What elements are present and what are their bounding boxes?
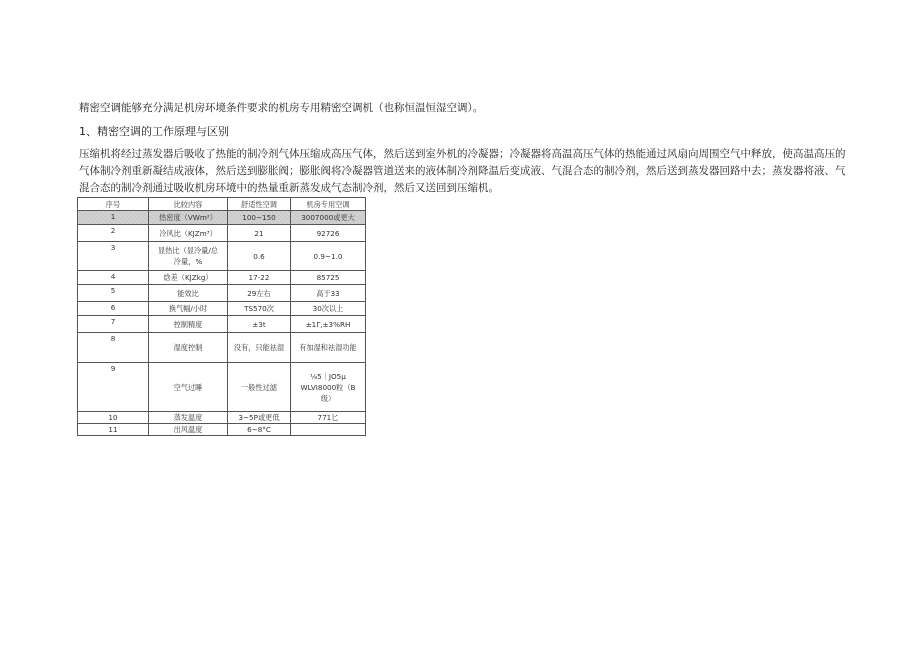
item-cell — [149, 412, 228, 424]
cell-text: 出风温度 — [173, 425, 203, 434]
comfort-ac-cell — [228, 412, 291, 424]
cell-text: 92726 — [316, 228, 340, 238]
row-number-cell: 4 — [78, 271, 149, 285]
comparison-table — [77, 197, 366, 436]
table-row — [78, 242, 366, 271]
cell-text: 17-22 — [248, 273, 270, 282]
cell-text: 空气过睡 — [173, 382, 203, 392]
cell-text: 高于33 — [316, 288, 340, 298]
row-number-cell: 8 — [78, 333, 149, 363]
precision-ac-cell — [291, 271, 366, 285]
item-cell — [149, 285, 228, 302]
header-cell: 比较内容 — [149, 198, 228, 211]
comfort-ac-cell — [228, 302, 291, 316]
precision-ac-cell — [291, 225, 366, 242]
row-number-cell: 1 — [78, 211, 149, 225]
table-row — [78, 424, 366, 436]
cell-text: 一般性过滤 — [241, 382, 277, 392]
cell-text: ±3t — [252, 319, 266, 329]
item-cell — [149, 363, 228, 412]
table-row — [78, 285, 366, 302]
row-number-cell: 2 — [78, 225, 149, 242]
cell-text: 控制精度 — [173, 319, 203, 329]
item-cell — [149, 225, 228, 242]
table-row — [78, 333, 366, 363]
cell-text: 6~8°C — [247, 425, 271, 434]
cell-text: 85725 — [316, 273, 340, 282]
cell-text: 771匕 — [317, 413, 339, 422]
row-number-cell: 7 — [78, 316, 149, 333]
intro-sentence: 精密空调能够充分满足机房环境条件要求的机房专用精密空调机（也称恒温恒湿空调）。 — [79, 102, 484, 114]
precision-ac-cell — [291, 363, 366, 412]
comfort-ac-cell — [228, 271, 291, 285]
precision-ac-cell — [291, 242, 366, 271]
item-cell — [149, 271, 228, 285]
comfort-ac-cell — [228, 225, 291, 242]
comfort-ac-cell — [228, 363, 291, 412]
row-number-cell: 10 — [78, 412, 149, 424]
item-cell — [149, 333, 228, 363]
cell-text: WLVI8000粒（B — [300, 382, 356, 392]
cell-text: 冷风比（KJZm³） — [159, 228, 217, 238]
item-cell — [149, 316, 228, 333]
cell-text: 21 — [254, 228, 264, 238]
precision-ac-cell — [291, 302, 366, 316]
table-header-row — [78, 198, 366, 211]
cell-text: 冷量，% — [173, 257, 203, 266]
table-row — [78, 412, 366, 424]
comfort-ac-cell — [228, 333, 291, 363]
row-number-cell: 5 — [78, 285, 149, 302]
cell-text: 级） — [320, 393, 336, 403]
cell-text: 没有，只能祛湿 — [233, 343, 285, 352]
cell-text: TS570次 — [244, 304, 274, 313]
cell-text: ±1Γ,±3%RH — [305, 319, 351, 329]
cell-text: 100~150 — [242, 213, 276, 222]
item-cell — [149, 424, 228, 436]
cell-text: 0.9~1.0 — [313, 251, 343, 261]
precision-ac-cell — [291, 424, 366, 436]
table-row — [78, 302, 366, 316]
section-heading: 1、精密空调的工作原理与区别 — [79, 125, 229, 138]
item-cell — [149, 302, 228, 316]
item-cell — [149, 242, 228, 271]
cell-text: 湿度控制 — [173, 343, 203, 352]
paragraph-line: 气体制冷剂重新凝结成液体，然后送到膨胀阀；膨胀阀将冷凝器管道送来的液体制冷剂降温后变成液、气混合态的制冷剂，然后送到蒸发器回路中去；蒸发器将液、气 — [79, 165, 846, 177]
paragraph-line: 压缩机将经过蒸发器后吸收了热能的制冷剂气体压缩成高压气体，然后送到室外机的冷凝器；冷凝器将高温高压气体的热能通过风扇向周围空气中释放，使高温高压的 — [79, 148, 846, 160]
precision-ac-cell — [291, 211, 366, 225]
table-row — [78, 211, 366, 225]
precision-ac-cell — [291, 285, 366, 302]
precision-ac-cell — [291, 316, 366, 333]
cell-text: 换气幅/小时 — [168, 304, 208, 313]
paragraph-line: 混合态的制冷剂通过吸收机房环境中的热量重新蒸发成气态制冷剂，然后又送回到压缩机。 — [79, 182, 499, 194]
cell-text: 蒸发温度 — [173, 413, 203, 422]
cell-text: 30次以上 — [312, 304, 344, 313]
row-number-cell: 3 — [78, 242, 149, 271]
header-cell: 机房专用空调 — [291, 198, 366, 211]
precision-ac-cell — [291, 412, 366, 424]
cell-text: 3007000或更大 — [301, 213, 355, 222]
comfort-ac-cell — [228, 316, 291, 333]
precision-ac-cell — [291, 333, 366, 363]
cell-text: 3~5P或更低 — [238, 413, 280, 422]
cell-text: 能效比 — [177, 288, 199, 298]
cell-text: 有加湿和祛湿功能 — [299, 343, 357, 352]
header-cell: 序号 — [78, 198, 149, 211]
table-row — [78, 271, 366, 285]
cell-text: 29左右 — [247, 288, 271, 298]
row-number-cell: 6 — [78, 302, 149, 316]
row-number-cell: 9 — [78, 363, 149, 412]
header-cell: 舒适性空调 — [228, 198, 291, 211]
principle-paragraph — [79, 146, 846, 197]
cell-text: 热密度（VWm²） — [159, 213, 217, 222]
comfort-ac-cell — [228, 211, 291, 225]
table-body — [78, 211, 366, 436]
comfort-ac-cell — [228, 242, 291, 271]
row-number-cell: 11 — [78, 424, 149, 436]
cell-text: 显热比（显冷量/总 — [158, 246, 218, 255]
table-row — [78, 316, 366, 333]
comfort-ac-cell — [228, 285, 291, 302]
cell-text: 焓差（KJZkg） — [163, 273, 213, 282]
cell-text: ⅛5｜JO5μ — [310, 371, 346, 381]
cell-text: 0.6 — [253, 251, 265, 261]
item-cell — [149, 211, 228, 225]
comfort-ac-cell — [228, 424, 291, 436]
table-row — [78, 363, 366, 412]
table-row — [78, 225, 366, 242]
